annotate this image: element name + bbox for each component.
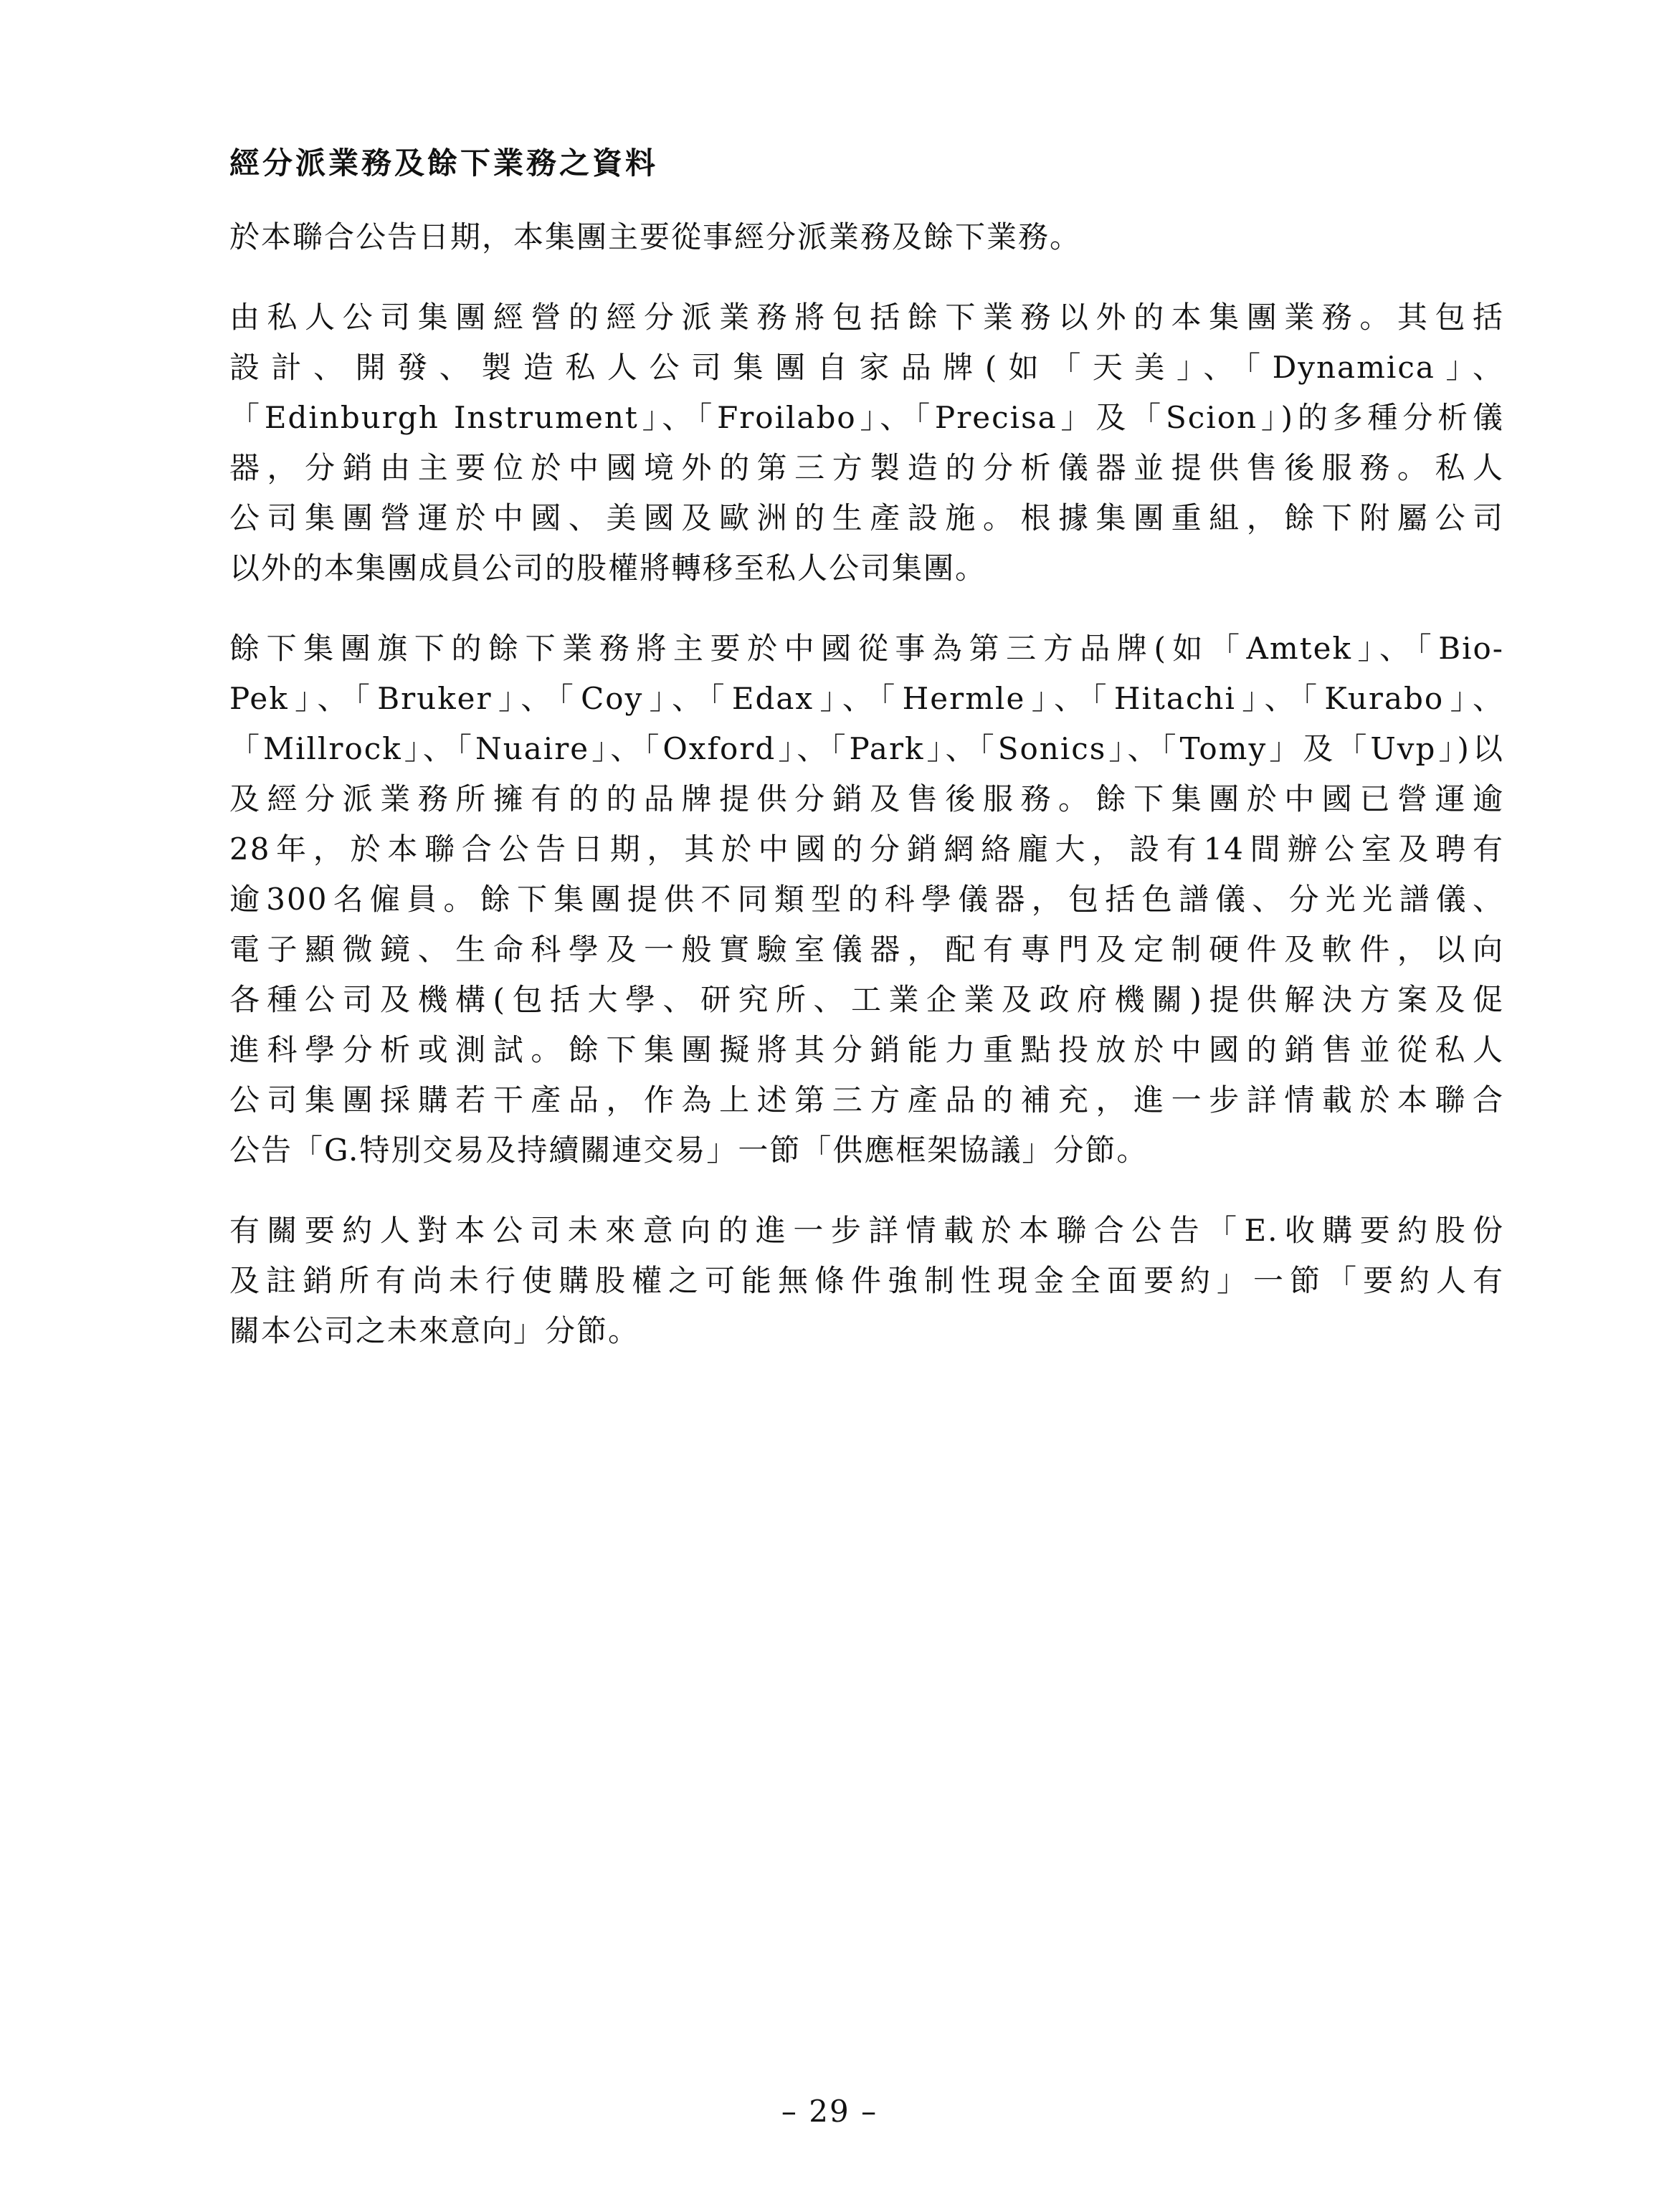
text-line: 進科學分析或測試。餘下集團擬將其分銷能力重點投放於中國的銷售並從私人 <box>229 1032 1504 1067</box>
text-line: 於本聯合公告日期，本集團主要從事經分派業務及餘下業務。 <box>229 219 1082 254</box>
text-line: 電子顯微鏡、生命科學及一般實驗室儀器，配有專門及定制硬件及軟件，以向 <box>229 932 1504 967</box>
document-body <box>229 143 1504 1386</box>
text-line: 以外的本集團成員公司的股權將轉移至私人公司集團。 <box>229 550 987 586</box>
text-line: 由私人公司集團經營的經分派業務將包括餘下業務以外的本集團業務。其包括 <box>229 300 1504 335</box>
text-line: 公司集團採購若干產品，作為上述第三方產品的補充，進一步詳情載於本聯合 <box>229 1082 1504 1117</box>
text-line: 「Millrock」、「Nuaire」、「Oxford」、「Park」、「Sonics」、「Tomy」及「Uvp」)以 <box>229 731 1504 766</box>
paragraph-list <box>229 212 1504 1356</box>
section-heading: 經分派業務及餘下業務之資料 <box>229 146 659 181</box>
text-line: 逾300名僱員。餘下集團提供不同類型的科學儀器，包括色譜儀、分光光譜儀、 <box>229 882 1504 917</box>
text-line: 「Edinburgh Instrument」、「Froilabo」、「Precisa」及「Scion」)的多種分析儀 <box>229 400 1504 435</box>
page-number: – 29 – <box>781 2094 878 2129</box>
text-line: 設計、開發、製造私人公司集團自家品牌(如「天美」、「Dynamica」、 <box>229 350 1504 385</box>
text-line: 餘下集團旗下的餘下業務將主要於中國從事為第三方品牌(如「Amtek」、「Bio- <box>229 631 1504 666</box>
text-line: 及註銷所有尚未行使購股權之可能無條件強制性現金全面要約」一節「要約人有 <box>229 1263 1504 1298</box>
paragraph <box>229 292 1504 593</box>
text-line: 各種公司及機構(包括大學、研究所、工業企業及政府機關)提供解決方案及促 <box>229 982 1504 1017</box>
paragraph <box>229 1206 1504 1356</box>
text-line: 器，分銷由主要位於中國境外的第三方製造的分析儀器並提供售後服務。私人 <box>229 450 1504 485</box>
text-line: Pek」、「Bruker」、「Coy」、「Edax」、「Hermle」、「Hitachi」、「Kurabo」、 <box>229 681 1504 716</box>
text-line: 公司集團營運於中國、美國及歐洲的生產設施。根據集團重組，餘下附屬公司 <box>229 500 1504 535</box>
text-line: 及經分派業務所擁有的的品牌提供分銷及售後服務。餘下集團於中國已營運逾 <box>229 781 1504 816</box>
text-line: 關本公司之未來意向」分節。 <box>229 1313 640 1348</box>
text-line: 有關要約人對本公司未來意向的進一步詳情載於本聯合公告「E.收購要約股份 <box>229 1213 1504 1248</box>
text-line: 公告「G.特別交易及持續關連交易」一節「供應框架協議」分節。 <box>229 1133 1149 1168</box>
paragraph <box>229 212 1504 262</box>
paragraph <box>229 624 1504 1176</box>
text-line: 28年，於本聯合公告日期，其於中國的分銷網絡龐大，設有14間辦公室及聘有 <box>229 831 1504 867</box>
